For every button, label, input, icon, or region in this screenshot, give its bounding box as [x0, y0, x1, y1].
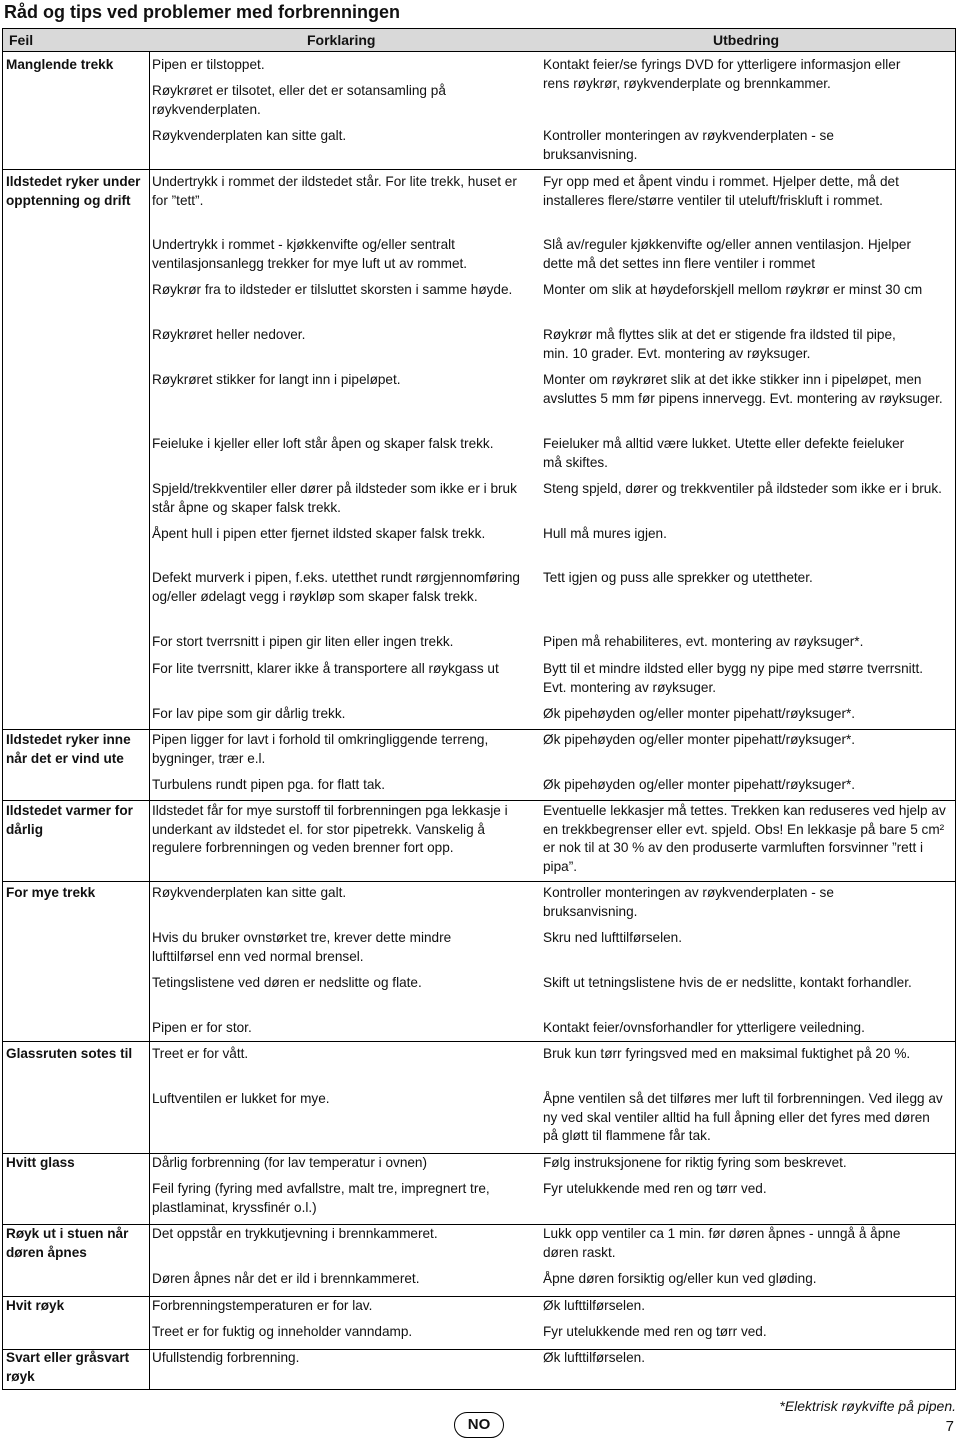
explanation-cell: Luftventilen er lukket for mye.	[152, 1091, 330, 1106]
column-divider	[149, 52, 150, 1389]
explanation-cell: Dårlig forbrenning (for lav temperatur i ovnen)	[152, 1155, 428, 1170]
remedy-cell: Kontroller monteringen av røykvenderplaten - se bruksanvisning.	[543, 128, 834, 162]
table-header	[3, 29, 955, 52]
remedy-cell: Feieluker må alltid være lukket. Utette eller defekte feieluker må skiftes.	[543, 436, 905, 470]
language-badge: NO	[454, 1412, 504, 1438]
remedy-cell: Øk lufttilførselen.	[543, 1298, 645, 1313]
remedy-cell: Hull må mures igjen.	[543, 526, 667, 541]
fault-cell: Hvit røyk	[6, 1298, 65, 1313]
remedy-cell: Øk pipehøyden og/eller monter pipehatt/røyksuger*.	[543, 706, 856, 721]
remedy-cell: Åpne ventilen så det tilføres mer luft til forbrenningen. Ved ilegg av ny ved skal ventiler alltid ha full åpning eller det fyres med døren på gløtt til flammene får tak.	[543, 1091, 943, 1143]
fault-cell: Glassruten sotes til	[6, 1046, 133, 1061]
explanation-cell: Treet er for vått.	[152, 1046, 249, 1061]
explanation-cell: Røykrøret er tilsotet, eller det er sotansamling på røykvenderplaten.	[152, 83, 446, 117]
remedy-cell: Skift ut tetningslistene hvis de er nedslitte, kontakt forhandler.	[543, 975, 912, 990]
fault-cell: For mye trekk	[6, 885, 96, 900]
fault-cell: Svart eller gråsvart røyk	[6, 1350, 130, 1384]
fault-cell: Ildstedet ryker under opptenning og drift	[6, 174, 141, 208]
explanation-cell: Forbrenningstemperaturen er for lav.	[152, 1298, 373, 1313]
remedy-cell: Kontakt feier/se fyrings DVD for ytterligere informasjon eller rens røykrør, røykvenderplate og brennkammer.	[543, 57, 901, 91]
explanation-cell: Røykrøret stikker for langt inn i pipeløpet.	[152, 372, 401, 387]
remedy-cell: Øk pipehøyden og/eller monter pipehatt/røyksuger*.	[543, 777, 856, 792]
fault-cell: Hvitt glass	[6, 1155, 75, 1170]
remedy-cell: Følg instruksjonene for riktig fyring som beskrevet.	[543, 1155, 847, 1170]
remedy-cell: Monter om røykrøret slik at det ikke stikker inn i pipeløpet, men avsluttes 5 mm før pipens innervegg. Evt. montering av røyksuger.	[543, 372, 943, 406]
remedy-cell: Bytt til et mindre ildsted eller bygg ny pipe med større tverrsnitt. Evt. montering av røyksuger.	[543, 661, 924, 695]
remedy-cell: Steng spjeld, dører og trekkventiler på ildsteder som ikke er i bruk.	[543, 481, 942, 496]
explanation-cell: Feieluke i kjeller eller loft står åpen og skaper falsk trekk.	[152, 436, 494, 451]
explanation-cell: Pipen er for stor.	[152, 1020, 252, 1035]
remedy-cell: Åpne døren forsiktig og/eller kun ved gløding.	[543, 1271, 817, 1286]
remedy-cell: Slå av/reguler kjøkkenvifte og/eller annen ventilasjon. Hjelper dette må det settes inn flere ventiler i rommet	[543, 237, 911, 271]
explanation-cell: Ufullstendig forbrenning.	[152, 1350, 300, 1365]
header-feil: Feil	[9, 32, 34, 48]
remedy-cell: Kontroller monteringen av røykvenderplaten - se bruksanvisning.	[543, 885, 834, 919]
header-forklaring: Forklaring	[307, 32, 376, 48]
row-divider	[3, 1041, 955, 1042]
explanation-cell: Åpent hull i pipen etter fjernet ildsted skaper falsk trekk.	[152, 526, 486, 541]
remedy-cell: Øk pipehøyden og/eller monter pipehatt/røyksuger*.	[543, 732, 856, 747]
footnote: *Elektrisk røykvifte på pipen.	[779, 1398, 956, 1414]
remedy-cell: Fyr utelukkende med ren og tørr ved.	[543, 1181, 767, 1196]
remedy-cell: Pipen må rehabiliteres, evt. montering av røyksuger*.	[543, 634, 864, 649]
remedy-cell: Øk lufttilførselen.	[543, 1350, 645, 1365]
explanation-cell: For lite tverrsnitt, klarer ikke å transportere all røykgass ut	[152, 661, 499, 676]
row-divider	[3, 881, 955, 882]
fault-cell: Ildstedet ryker inne når det er vind ute	[6, 732, 131, 766]
header-utbedring: Utbedring	[713, 32, 780, 48]
remedy-cell: Kontakt feier/ovnsforhandler for ytterligere veiledning.	[543, 1020, 865, 1035]
explanation-cell: For stort tverrsnitt i pipen gir liten eller ingen trekk.	[152, 634, 454, 649]
explanation-cell: Tetingslistene ved døren er nedslitte og flate.	[152, 975, 422, 990]
remedy-cell: Bruk kun tørr fyringsved med en maksimal fuktighet på 20 %.	[543, 1046, 911, 1061]
remedy-cell: Tett igjen og puss alle sprekker og utettheter.	[543, 570, 813, 585]
row-divider	[3, 169, 955, 170]
explanation-cell: Hvis du bruker ovnstørket tre, krever dette mindre lufttilførsel enn ved normal brensel.	[152, 930, 452, 964]
row-divider	[3, 729, 955, 730]
fault-cell: Røyk ut i stuen når døren åpnes	[6, 1226, 129, 1260]
explanation-cell: Undertrykk i rommet - kjøkkenvifte og/eller sentralt ventilasjonsanlegg trekker for mye luft ut av rommet.	[152, 237, 468, 271]
explanation-cell: Pipen er tilstoppet.	[152, 57, 265, 72]
explanation-cell: Feil fyring (fyring med avfallstre, malt tre, impregnert tre, plastlaminat, kryssfinér o.l.)	[152, 1181, 490, 1215]
explanation-cell: Turbulens rundt pipen pga. for flatt tak.	[152, 777, 385, 792]
explanation-cell: Røykvenderplaten kan sitte galt.	[152, 128, 347, 143]
explanation-cell: For lav pipe som gir dårlig trekk.	[152, 706, 346, 721]
page-title: Råd og tips ved problemer med forbrenningen	[4, 2, 401, 22]
explanation-cell: Treet er for fuktig og inneholder vanndamp.	[152, 1324, 413, 1339]
remedy-cell: Fyr opp med et åpent vindu i rommet. Hjelper dette, må det installeres flere/større ventiler til uteluft/friskluft i rommet.	[543, 174, 899, 208]
remedy-cell: Røykrør må flyttes slik at det er stigende fra ildsted til pipe, min. 10 grader. Evt. montering av røyksuger.	[543, 327, 896, 361]
remedy-cell: Skru ned lufttilførselen.	[543, 930, 683, 945]
explanation-cell: Ildstedet får for mye surstoff til forbrenningen pga lekkasje i underkant av ildstedet el. for stor pipetrekk. Vanskelig å regulere forbrenningen og veden brenner fort opp.	[152, 803, 508, 855]
explanation-cell: Spjeld/trekkventiler eller dører på ildsteder som ikke er i bruk står åpne og skaper falsk trekk.	[152, 481, 517, 515]
row-divider	[3, 800, 955, 801]
explanation-cell: Døren åpnes når det er ild i brennkammeret.	[152, 1271, 420, 1286]
explanation-cell: Undertrykk i rommet der ildstedet står. For lite trekk, huset er for ”tett”.	[152, 174, 517, 208]
explanation-cell: Røykrøret heller nedover.	[152, 327, 306, 342]
explanation-cell: Pipen ligger for lavt i forhold til omkringliggende terreng, bygninger, trær e.l.	[152, 732, 489, 766]
fault-cell: Ildstedet varmer for dårlig	[6, 803, 133, 837]
remedy-cell: Fyr utelukkende med ren og tørr ved.	[543, 1324, 767, 1339]
remedy-cell: Eventuelle lekkasjer må tettes. Trekken kan reduseres ved hjelp av en trekkbegrenser eller evt. spjeld. Obs! En lekkasje på bare 5 cm² er nok til at 30 % av den produserte varmluften forsvinner ”rett i pipa”.	[543, 803, 946, 874]
page-number: 7	[945, 1418, 954, 1435]
remedy-cell: Monter om slik at høydeforskjell mellom røykrør er minst 30 cm	[543, 282, 923, 297]
explanation-cell: Røykvenderplaten kan sitte galt.	[152, 885, 347, 900]
explanation-cell: Røykrør fra to ildsteder er tilsluttet skorsten i samme høyde.	[152, 282, 513, 297]
explanation-cell: Det oppstår en trykkutjevning i brennkammeret.	[152, 1226, 438, 1241]
fault-cell: Manglende trekk	[6, 57, 114, 72]
remedy-cell: Lukk opp ventiler ca 1 min. før døren åpnes - unngå å åpne døren raskt.	[543, 1226, 901, 1260]
explanation-cell: Defekt murverk i pipen, f.eks. utetthet rundt rørgjennomføring og/eller ødelagt vegg i røykløp som skaper falsk trekk.	[152, 570, 520, 604]
